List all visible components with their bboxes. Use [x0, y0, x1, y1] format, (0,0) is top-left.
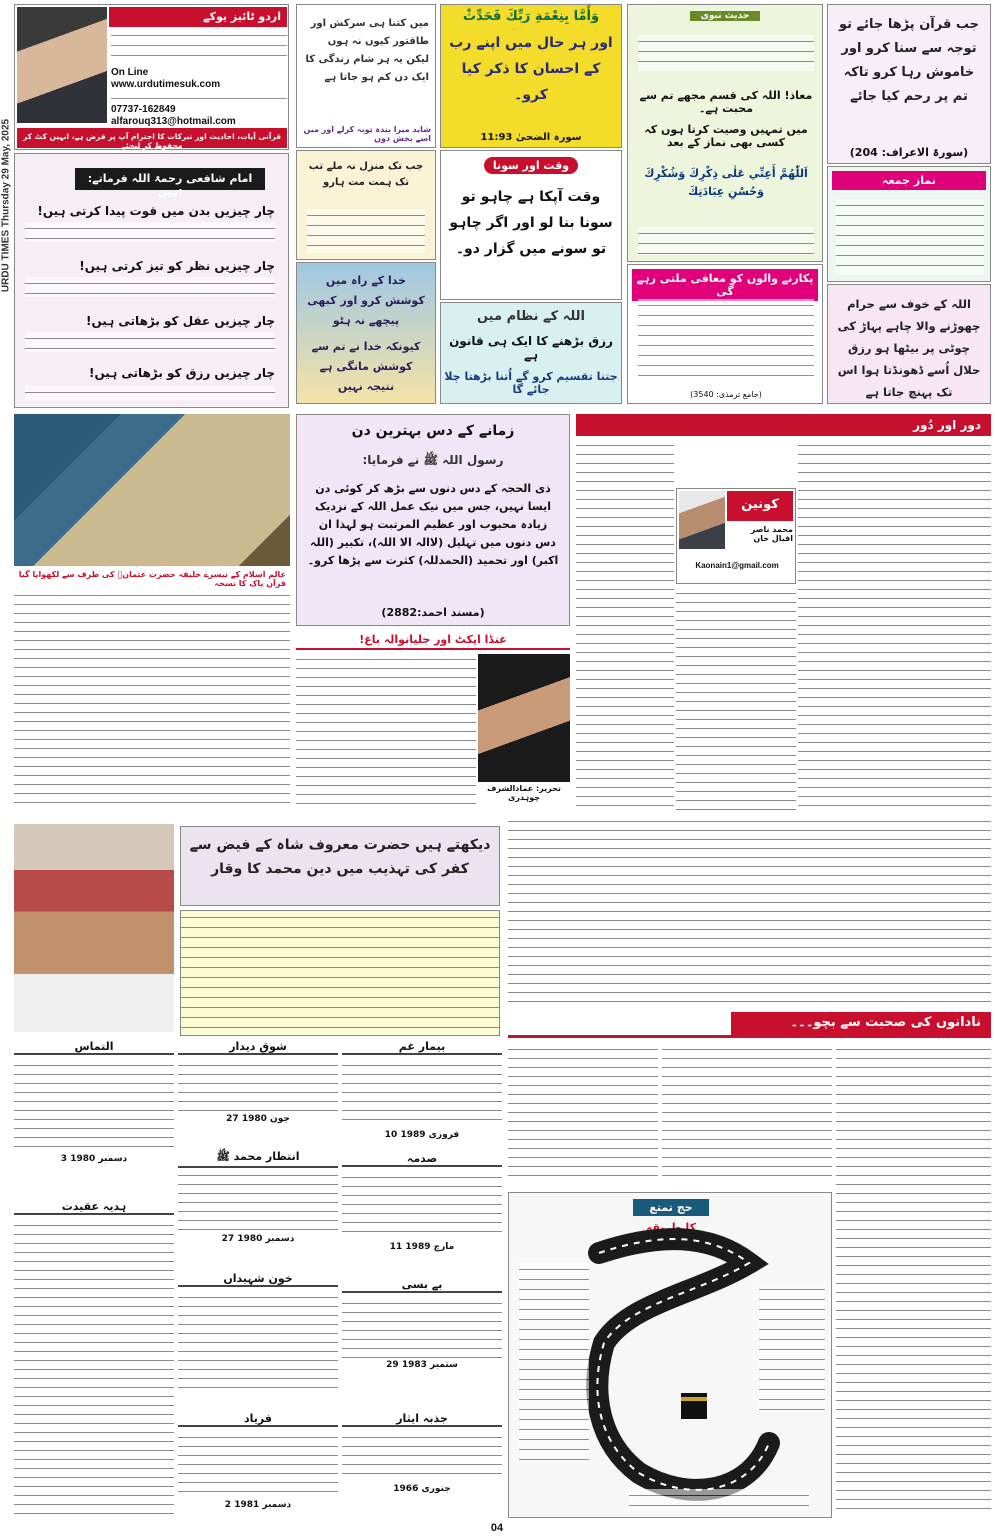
poem-title-9: فریاد — [178, 1412, 338, 1427]
poem-title-8: بے بسی — [342, 1278, 502, 1293]
tile-rizq-text2: جتنا تقسیم کرو گے اُتنا بڑھتا چلا جائے گا — [444, 370, 618, 396]
tile-pukarne-ref: (جامع ترمذی: 3540) — [690, 390, 762, 399]
marufshah-photo — [14, 824, 174, 1032]
shafi-title: :امام شافعی رحمۃ اللہ فرماتے ہیں: — [75, 168, 265, 190]
rowlatt-title: غنڈا ایکٹ اور جلیانوالہ باغ! — [296, 630, 570, 650]
tile-khauf-text: اللہ کے خوف سے حرام چھوڑنے والا چاہے پہاڑ کی چوٹی پر بیٹھا ہو رزق حلال اُسے ڈھونڈتا ہوا اس تک پہنچ جاتا ہے — [837, 297, 981, 399]
column-brand: کونین — [727, 491, 793, 521]
marufshah-banner-line2: کفر کی تہذیب میں دین محمد کا وقار — [211, 861, 469, 877]
tile-hadith-muaz-title: حدیث نبوی — [690, 11, 760, 21]
editor-box — [14, 4, 289, 150]
shafi-line-2: چار چیزیں نظر کو تیز کرتی ہیں! — [79, 259, 275, 273]
hajj-title: حج تمتع — [633, 1199, 709, 1216]
nadan-header — [508, 1012, 991, 1038]
tile-sarkash — [296, 4, 436, 148]
hadith-box-ref: (مسند احمد:2882) — [381, 606, 485, 619]
poem-date-6: 29 ستمبر 1983 — [386, 1360, 458, 1370]
editor-online: On Line — [111, 67, 149, 78]
poem-date-3: 10 فروری 1989 — [384, 1130, 460, 1140]
tile-quran-suno-ref: (سورۃ الاعراف: 204) — [849, 146, 969, 159]
tile-hadith-muaz-text2: میں تمہیں وصیت کرتا ہوں کہ کسی بھی نماز کے بعد — [644, 123, 808, 149]
column-author: محمد ناصر اقبال خان — [750, 525, 793, 543]
tile-waqt-title: وقت اور سونا — [484, 157, 578, 174]
tile-rizq-title: اللہ کے نظام میں — [476, 309, 586, 324]
tile-sarkash-text: میں کتنا ہی سرکش اور طاقتور کیوں نہ ہوں لیکن یہ ہر شام زندگی کا ایک دن کم ہو جاتا ہے — [305, 18, 429, 83]
hajj-subtitle: کا طریقہ — [645, 1221, 697, 1234]
marufshah-banner-line1: دیکھتے ہیں حضرت معروف شاہ کے فیض سے — [189, 837, 491, 853]
masthead-side — [0, 0, 12, 420]
marufshah-text — [180, 910, 500, 1036]
column-author-box — [676, 488, 796, 584]
hadith-box-intro: رسول اللہ ﷺ نے فرمایا: — [362, 453, 504, 467]
editor-title: اردو ٹائیز یوکے — [109, 7, 287, 27]
tile-sarkash-footer: شاید میرا بندہ توبہ کرلے اور میں اسے بخش دوں — [303, 125, 431, 143]
tile-jumma — [827, 166, 991, 282]
tile-quran-suno-text: جب قرآن پڑھا جائے تو توجہ سے سنا کرو اور خاموش رہا کرو تاکہ تم پر رحم کیا جائے — [838, 17, 980, 104]
poem-title-3: بیمار غم — [342, 1040, 502, 1055]
poem-title-6: ہدیہ عقیدت — [14, 1200, 174, 1215]
nadan-header-text: نادانوں کی صحبت سے بچو۔۔۔ — [731, 1012, 991, 1036]
tile-pukarne — [627, 264, 823, 404]
poem-date-7: جنوری 1966 — [393, 1484, 451, 1494]
tile-quran-suno — [827, 4, 991, 164]
tile-nimat-verse: وَأَمَّا بِنِعْمَةِ رَبِّكَ فَحَدِّثْ — [462, 9, 600, 24]
tile-hadith-muaz-dua: اَللّٰهُمَّ أَعِنِّي عَلٰى ذِكْرِكَ وَشُكْرِكَ وَحُسْنِ عِبَادَتِكَ — [644, 167, 808, 198]
poem-title-4: صدمہ — [342, 1152, 502, 1167]
shafi-box — [14, 153, 289, 408]
page-number: 04 — [490, 1522, 504, 1534]
shafi-line-4: چار چیزیں رزق کو بڑھاتی ہیں! — [89, 366, 275, 380]
poems-grid — [14, 1040, 502, 1520]
poem-date-5: 27 دسمبر 1980 — [221, 1234, 295, 1244]
editor-website[interactable]: www.urdutimesuk.com — [111, 79, 221, 90]
tile-nimat-text: اور ہر حال میں اپنے رب کے احسان کا ذکر کیا کرو۔ — [449, 35, 613, 103]
poem-title-10: جذبہ ایثار — [342, 1412, 502, 1427]
poem-col-2 — [178, 1040, 338, 1520]
poem-title-5: انتظار محمد ﷺ — [178, 1150, 338, 1168]
column-header: دور اور دُور — [576, 414, 991, 436]
poem-col-1 — [14, 1040, 174, 1520]
masthead-side-label: URDU TIMES Thursday 29 May, 2025 — [0, 118, 12, 293]
poem-date-8: 2 دسمبر 1981 — [224, 1500, 292, 1510]
editor-phone: 07737-162849 — [111, 104, 176, 115]
quran-photo — [14, 414, 290, 566]
hadith-box — [296, 414, 570, 626]
tile-koshish-text: خدا کے راہ میں کوشش کرو اور کبھی پیچھے نہ ہٹو — [307, 274, 425, 327]
quran-photo-caption: عالم اسلام کے تیسرے خلیفہ حضرت عثمانؓ کی طرف سے لکھوایا گیا قرآن پاک کا نسخہ — [14, 566, 290, 586]
editor-note: قرآنی آیات، احادیث اور تبرکات کا احترام آپ پر فرض ہے، انہیں کٹ کر محفوظ کر لیجئے — [17, 128, 287, 148]
tile-koshish-text2: کیونکہ خدا نے تم سے کوشش مانگی ہے نتیجہ نہیں — [311, 340, 421, 393]
tile-nimat-ref: سورہ الضحیٰ 11:93 — [480, 132, 582, 143]
marufshah-banner — [180, 826, 500, 906]
tile-khauf — [827, 284, 991, 404]
tile-manzil — [296, 150, 436, 260]
poem-date-2: 27 جون 1980 — [226, 1114, 290, 1124]
tile-pukarne-title: پکارنے والوں کو معافی ملتی رہے گی — [632, 269, 818, 301]
hadith-box-text: ذی الحجہ کے دس دنوں سے بڑھ کر کوئی دن ایسا نہیں، جس میں نیک عمل اللہ کے نزدیک زیادہ محبوب اور عظیم المرتبت ہو لہذا ان دس دنوں میں تہلیل (لاالہ الا اللہ)، تکبیر (اللہ اکبر) اور تحمید (الحمدللہ) کثرت سے پڑھا کرو۔ — [307, 482, 559, 567]
tile-nimat — [440, 4, 622, 148]
tile-koshish — [296, 262, 436, 404]
column-author-photo — [679, 491, 725, 549]
shafi-line-3: چار چیزیں عقل کو بڑھاتی ہیں! — [86, 314, 275, 328]
poem-title-1: التماس — [14, 1040, 174, 1055]
tile-waqt — [440, 150, 622, 300]
tile-waqt-text: وقت آپکا ہے چاہو تو سونا بنا لو اور اگر چاہو تو سونے میں گزار دو۔ — [449, 189, 613, 257]
tile-jumma-title: نماز جمعہ — [832, 171, 986, 190]
poem-date-4: 11 مارچ 1989 — [389, 1242, 455, 1252]
poem-date-1: 3 دسمبر 1980 — [60, 1154, 128, 1164]
rowlatt-author-photo — [478, 654, 570, 782]
tile-rizq — [440, 302, 622, 404]
hajj-infographic — [508, 1192, 832, 1518]
tile-hadith-muaz — [627, 4, 823, 262]
shafi-line-1: چار چیزیں بدن میں قوت پیدا کرتی ہیں! — [37, 204, 275, 218]
hadith-box-title: زمانے کے دس بہترین دن — [351, 423, 515, 439]
tile-manzil-text: جب تک منزل نہ ملے تب تک ہمت مت ہارو — [308, 161, 424, 188]
poem-col-3 — [342, 1040, 502, 1520]
tile-rizq-text: رزق بڑھنے کا ایک ہی قانون ہے — [449, 334, 613, 362]
poem-title-7: خون شہیداں — [178, 1272, 338, 1287]
tile-hadith-muaz-text: معاذ! اللہ کی قسم مجھے تم سے محبت ہے۔ — [639, 89, 813, 115]
rowlatt-byline: تحریر: عمادالشرف چوہدری — [487, 784, 561, 802]
editor-email[interactable]: alfarouq313@hotmail.com — [111, 116, 236, 127]
editor-photo — [17, 7, 107, 123]
poem-title-2: شوقِ دیدار — [178, 1040, 338, 1055]
column-email[interactable]: Kaonain1@gmail.com — [695, 561, 779, 570]
